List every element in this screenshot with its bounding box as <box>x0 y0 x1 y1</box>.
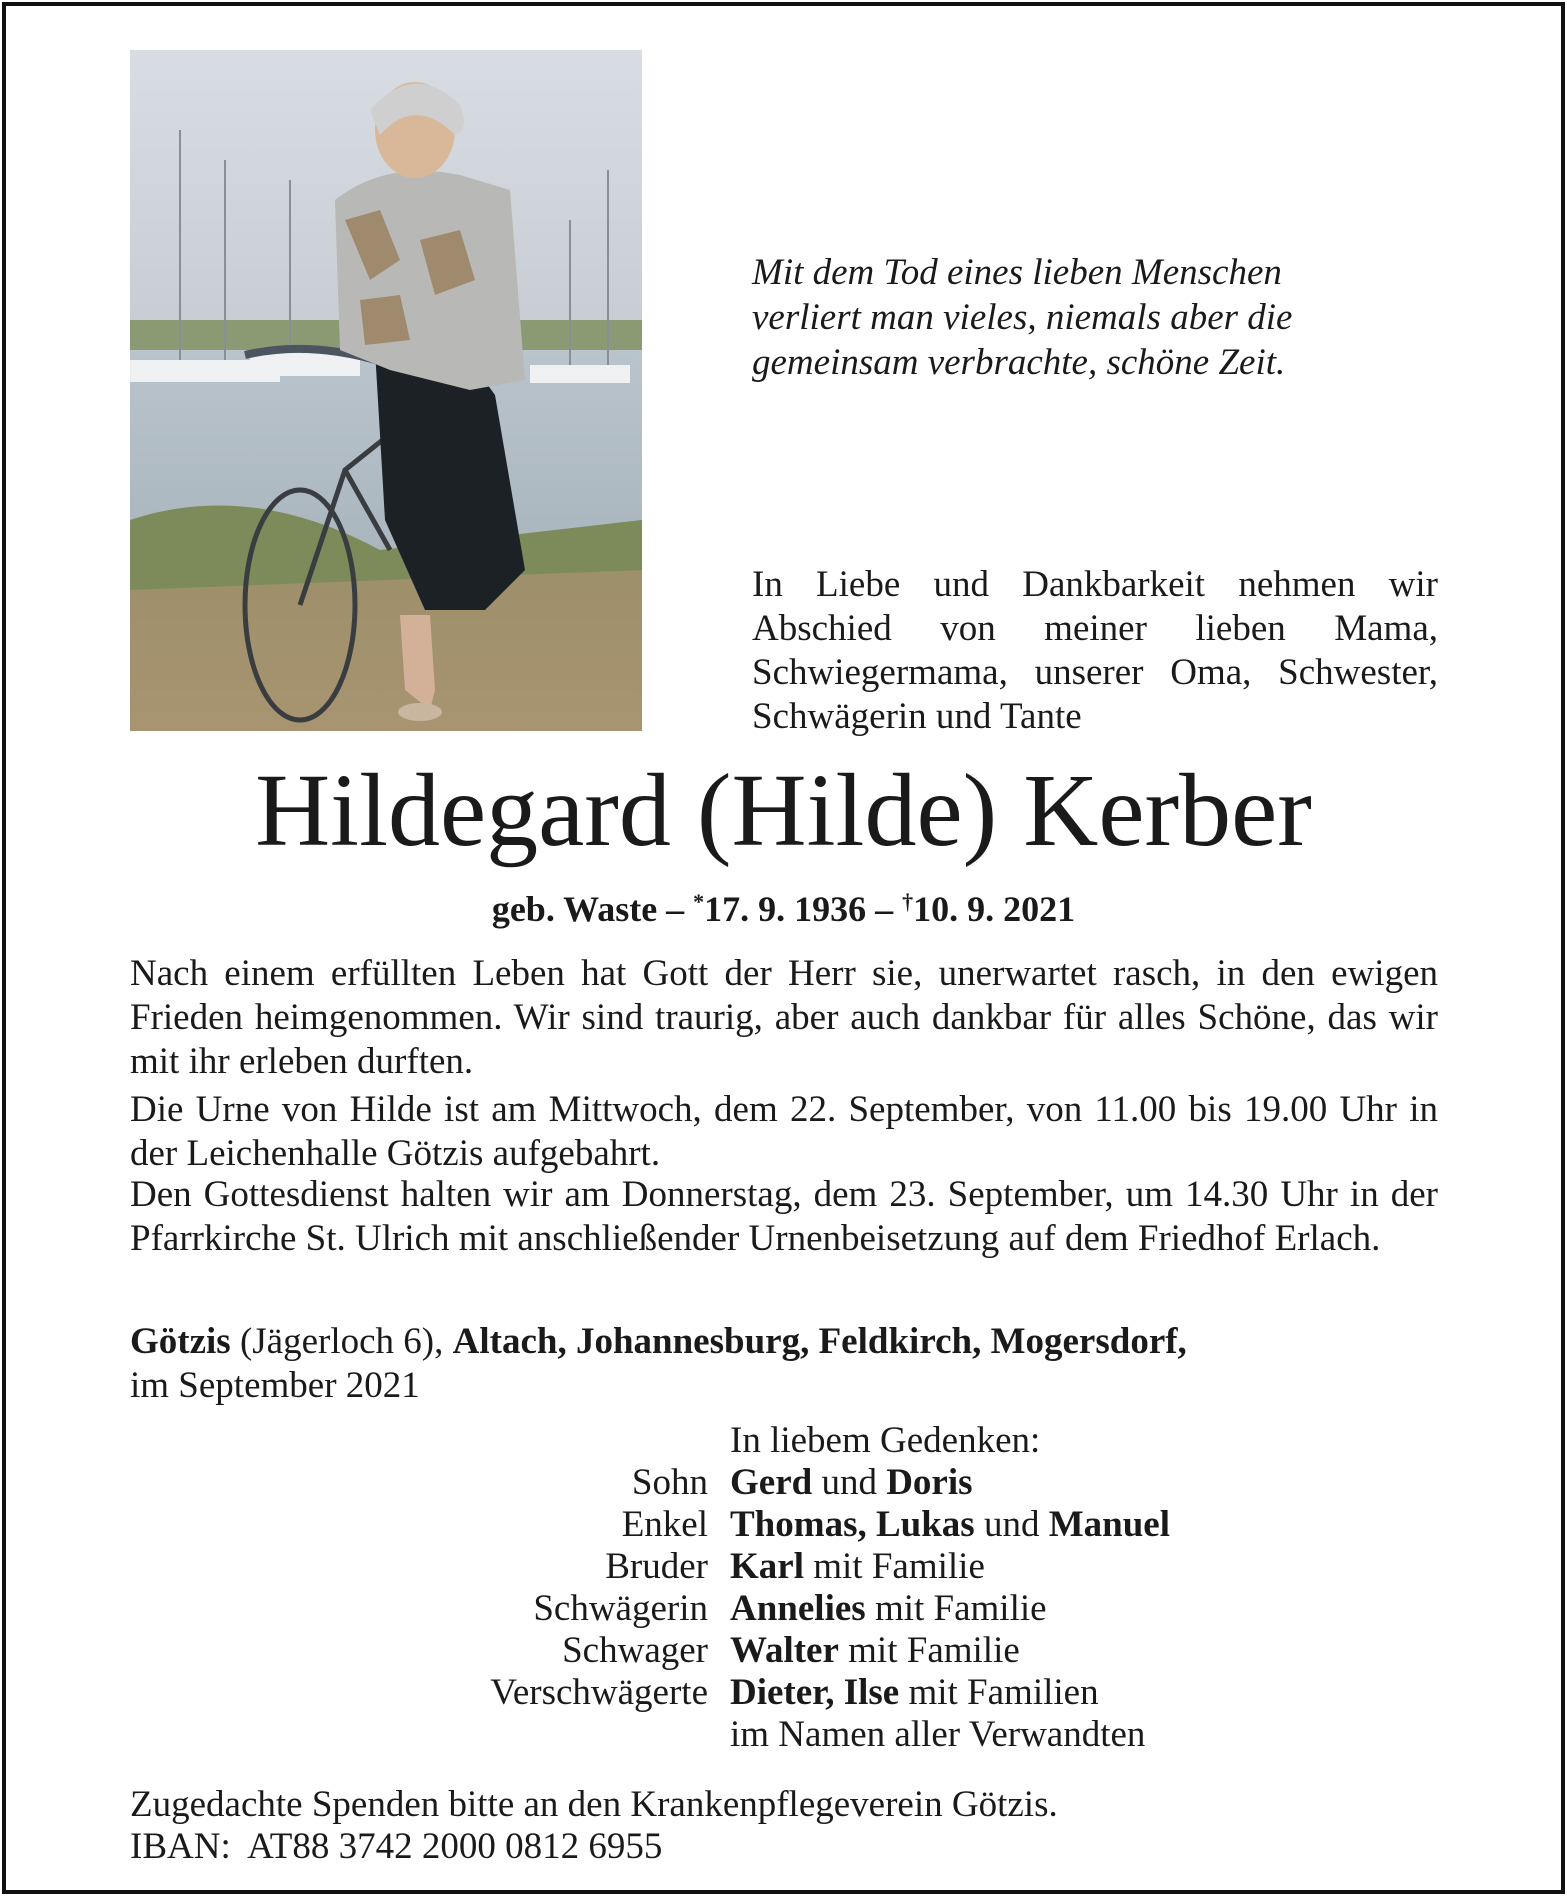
dash: – <box>875 889 894 929</box>
plain-text: mit Familie <box>874 1588 1047 1629</box>
paragraph-text: Nach einem erfüllten Leben hat Gott der Herr sie, unerwartet rasch, in den ewigen Frieden heimgenommen. Wir sind traurig, aber auch dankbar für alles Schöne, das wir mit ihr erleben durften. <box>130 953 1438 1082</box>
maiden-name: geb. Waste <box>491 889 658 929</box>
dash: – <box>666 889 685 929</box>
farewell-text: In Liebe und Dankbarkeit nehmen wir Abschied von meiner lieben Mama, Schwiegermama, unserer Oma, Schwester, Schwägerin und Tante <box>752 564 1438 737</box>
address: (Jägerloch 6), <box>239 1321 444 1362</box>
plain-text: und <box>983 1504 1040 1545</box>
bold-names: Annelies <box>730 1588 866 1629</box>
quote-line: verliert man vieles, niemals aber die <box>752 297 1293 338</box>
relation-label: Verschwägerte <box>490 1672 708 1713</box>
quote-line: gemeinsam verbrachte, schöne Zeit. <box>752 342 1286 383</box>
portrait-photo-image <box>130 50 642 731</box>
family-row <box>130 1672 1438 1714</box>
donation-info <box>130 1784 1430 1868</box>
donation-text: Zugedachte Spenden bitte an den Krankenpflegeverein Götzis. <box>130 1784 1058 1825</box>
relation-label: Bruder <box>605 1546 708 1587</box>
places-line <box>130 1320 1438 1364</box>
bold-names: Walter <box>730 1630 839 1671</box>
birth-date: 17. 9. 1936 <box>704 889 867 929</box>
bold-names: Gerd <box>730 1462 813 1503</box>
iban-text: IBAN: AT88 3742 2000 0812 6955 <box>130 1826 663 1867</box>
date-line: im September 2021 <box>130 1365 420 1406</box>
memorial-quote <box>752 250 1372 385</box>
body-paragraph <box>130 1088 1438 1176</box>
relation-label: Sohn <box>631 1462 708 1503</box>
other-places: Altach, Johannesburg, Feldkirch, Mogersdorf, <box>452 1321 1187 1362</box>
family-row <box>130 1504 1438 1546</box>
quote-line: Mit dem Tod eines lieben Menschen <box>752 252 1282 293</box>
family-row <box>130 1588 1438 1630</box>
bold-names: Dieter, Ilse <box>730 1672 900 1713</box>
family-names <box>730 1462 973 1504</box>
places-block <box>130 1320 1438 1408</box>
family-names <box>730 1630 1020 1672</box>
plain-text: mit Familie <box>813 1546 985 1587</box>
family-list <box>130 1420 1438 1756</box>
family-row <box>130 1462 1438 1504</box>
death-cross-symbol: † <box>902 889 914 914</box>
family-heading-row <box>130 1420 1438 1462</box>
plain-text: mit Familie <box>848 1630 1020 1671</box>
family-closing-row <box>130 1714 1438 1756</box>
family-names <box>730 1588 1047 1630</box>
bold-names: Manuel <box>1048 1504 1170 1545</box>
birth-star-symbol: * <box>693 889 705 914</box>
family-names <box>730 1672 1099 1714</box>
family-row <box>130 1546 1438 1588</box>
relation-label: Schwägerin <box>533 1588 708 1629</box>
bold-names: Thomas, Lukas <box>730 1504 975 1545</box>
bold-names: Doris <box>886 1462 973 1503</box>
family-row <box>130 1630 1438 1672</box>
family-closing: im Namen aller Verwandten <box>730 1714 1146 1755</box>
paragraph-text: Den Gottesdienst halten wir am Donnerstag, dem 23. September, um 14.30 Uhr in der Pfarrkirche St. Ulrich mit anschließender Urnenbeisetzung auf dem Friedhof Erlach. <box>130 1174 1438 1259</box>
life-dates <box>0 880 1567 931</box>
portrait-photo <box>130 50 642 731</box>
bold-names: Karl <box>730 1546 804 1587</box>
deceased-name: Hildegard (Hilde) Kerber <box>255 753 1312 868</box>
family-names <box>730 1546 985 1588</box>
death-date: 10. 9. 2021 <box>913 889 1076 929</box>
family-names <box>730 1504 1170 1546</box>
body-paragraph <box>130 952 1438 1084</box>
plain-text: mit Familien <box>908 1672 1099 1713</box>
body-paragraph <box>130 1173 1438 1261</box>
relation-label: Enkel <box>621 1504 708 1545</box>
relation-label: Schwager <box>562 1630 708 1671</box>
town-name: Götzis <box>130 1321 231 1362</box>
plain-text: und <box>821 1462 877 1503</box>
paragraph-text: Die Urne von Hilde ist am Mittwoch, dem 22. September, von 11.00 bis 19.00 Uhr in der Leichenhalle Götzis aufgebahrt. <box>130 1089 1438 1174</box>
family-heading: In liebem Gedenken: <box>730 1420 1041 1461</box>
